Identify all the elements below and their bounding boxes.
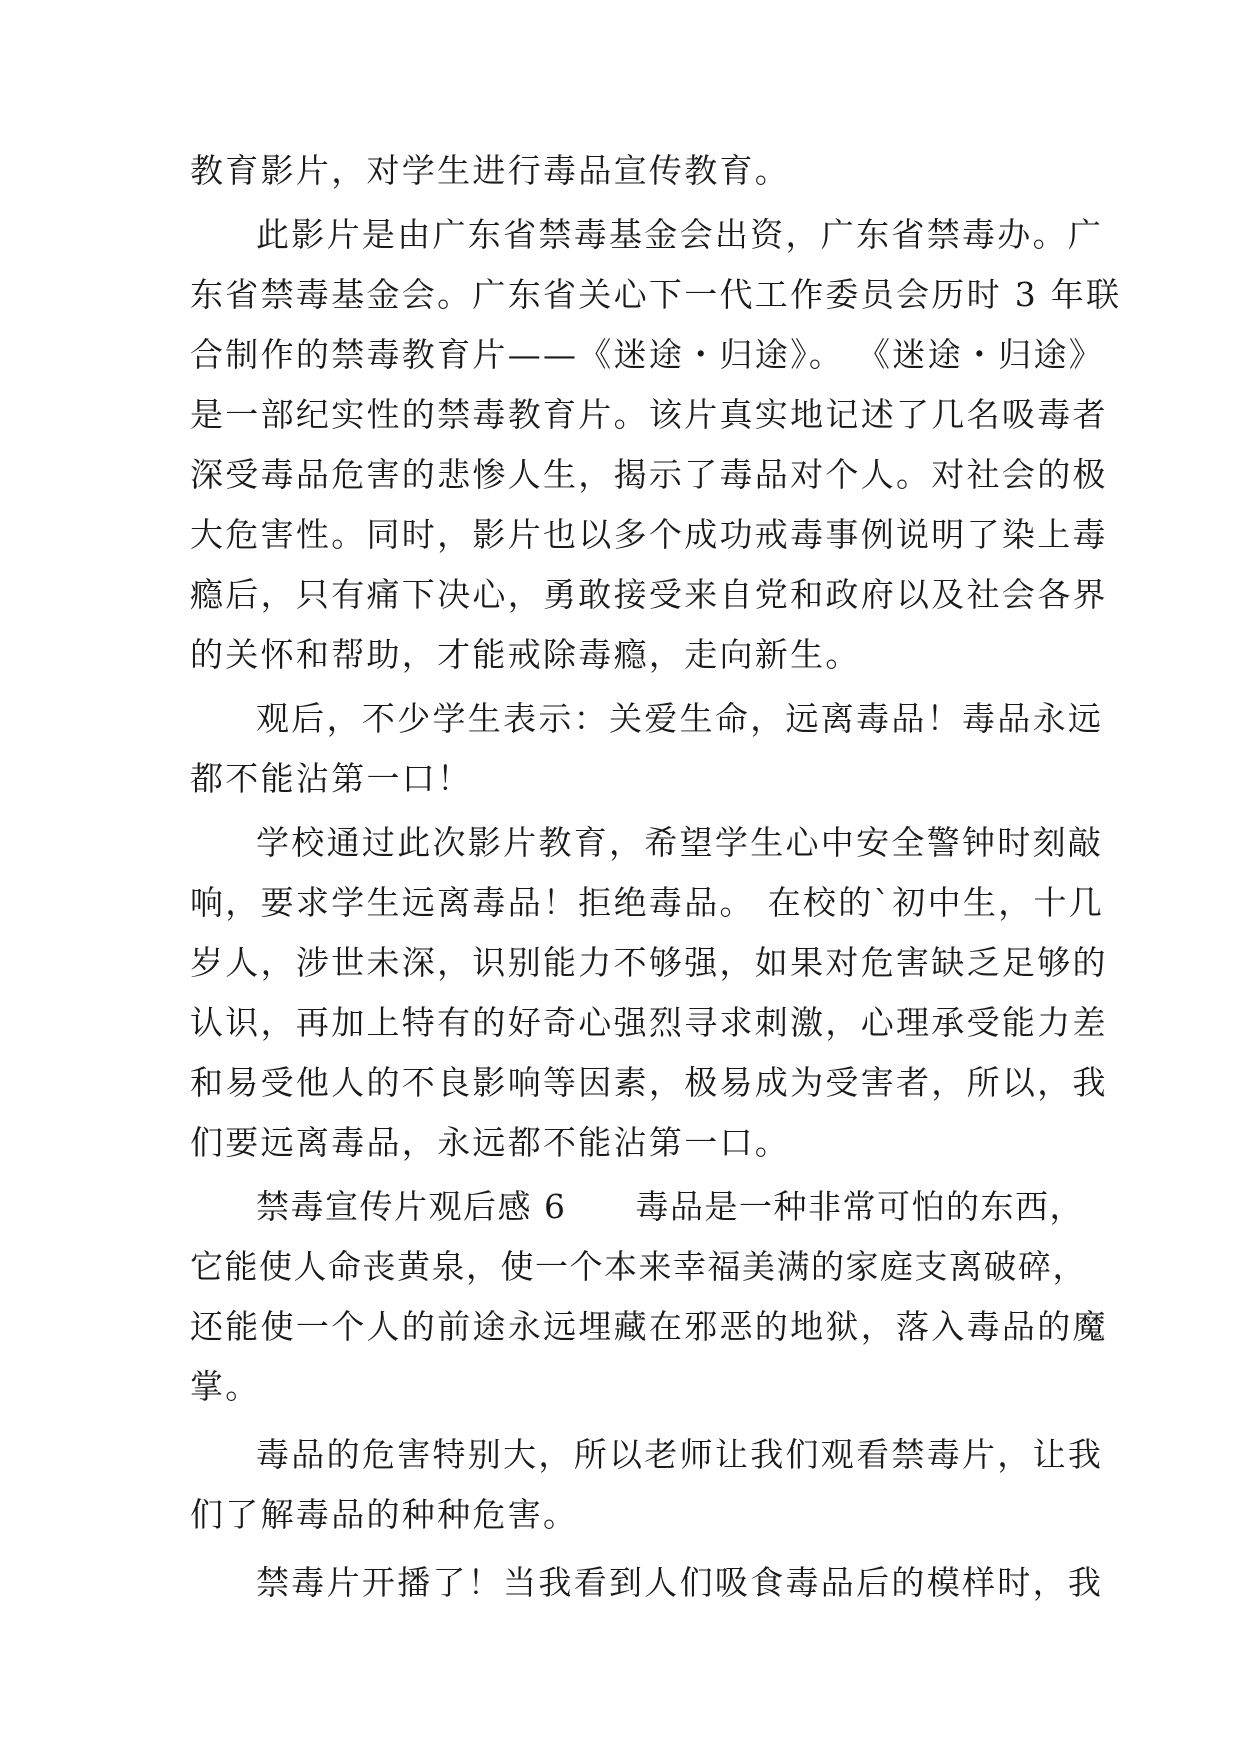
paragraph-line: 们了解毒品的种种危害。 [190, 1495, 579, 1534]
paragraph-line: 毒品的危害特别大，所以老师让我们观看禁毒片，让我 [256, 1435, 1104, 1474]
paragraph-line: 合制作的禁毒教育片——《迷途・归途》。 《迷途・归途》 [190, 335, 1105, 374]
paragraph-line: 响，要求学生远离毒品！拒绝毒品。 在校的`初中生，十几 [190, 883, 1105, 922]
paragraph-line: 此影片是由广东省禁毒基金会出资，广东省禁毒办。广 [256, 215, 1104, 254]
paragraph-line: 的关怀和帮助，才能戒除毒瘾，走向新生。 [190, 635, 861, 674]
paragraph-line: 掌。 [190, 1367, 261, 1406]
paragraph-line: 和易受他人的不良影响等因素，极易成为受害者，所以，我 [190, 1063, 1108, 1102]
paragraph-line: 教育影片，对学生进行毒品宣传教育。 [190, 151, 791, 190]
paragraph-line: 瘾后，只有痛下决心，勇敢接受来自党和政府以及社会各界 [190, 575, 1108, 614]
paragraph-line: 岁人，涉世未深，识别能力不够强，如果对危害缺乏足够的 [190, 943, 1108, 982]
paragraph-line: 观后，不少学生表示：关爱生命，远离毒品！毒品永远 [256, 699, 1104, 738]
paragraph-line: 禁毒片开播了！当我看到人们吸食毒品后的模样时，我 [256, 1563, 1104, 1602]
paragraph-line: 学校通过此次影片教育，希望学生心中安全警钟时刻敲 [256, 823, 1104, 862]
paragraph-line: 认识，再加上特有的好奇心强烈寻求刺激，心理承受能力差 [190, 1003, 1108, 1042]
paragraph-line: 们要远离毒品，永远都不能沾第一口。 [190, 1123, 791, 1162]
document-body [190, 151, 1122, 1624]
paragraph-line: 东省禁毒基金会。广东省关心下一代工作委员会历时 3 年联 [190, 275, 1122, 314]
paragraph-line: 都不能沾第一口！ [190, 759, 473, 798]
section-heading-line: 禁毒宣传片观后感 6 毒品是一种非常可怕的东西， [256, 1187, 1084, 1226]
paragraph-line: 是一部纪实性的禁毒教育片。该片真实地记述了几名吸毒者 [190, 395, 1108, 434]
paragraph-line: 深受毒品危害的悲惨人生，揭示了毒品对个人。对社会的极 [190, 455, 1108, 494]
paragraph-line: 它能使人命丧黄泉，使一个本来幸福美满的家庭支离破碎， [190, 1247, 1087, 1286]
paragraph-line: 大危害性。同时，影片也以多个成功戒毒事例说明了染上毒 [190, 515, 1108, 554]
paragraph-line: 还能使一个人的前途永远埋藏在邪恶的地狱，落入毒品的魔 [190, 1307, 1108, 1346]
